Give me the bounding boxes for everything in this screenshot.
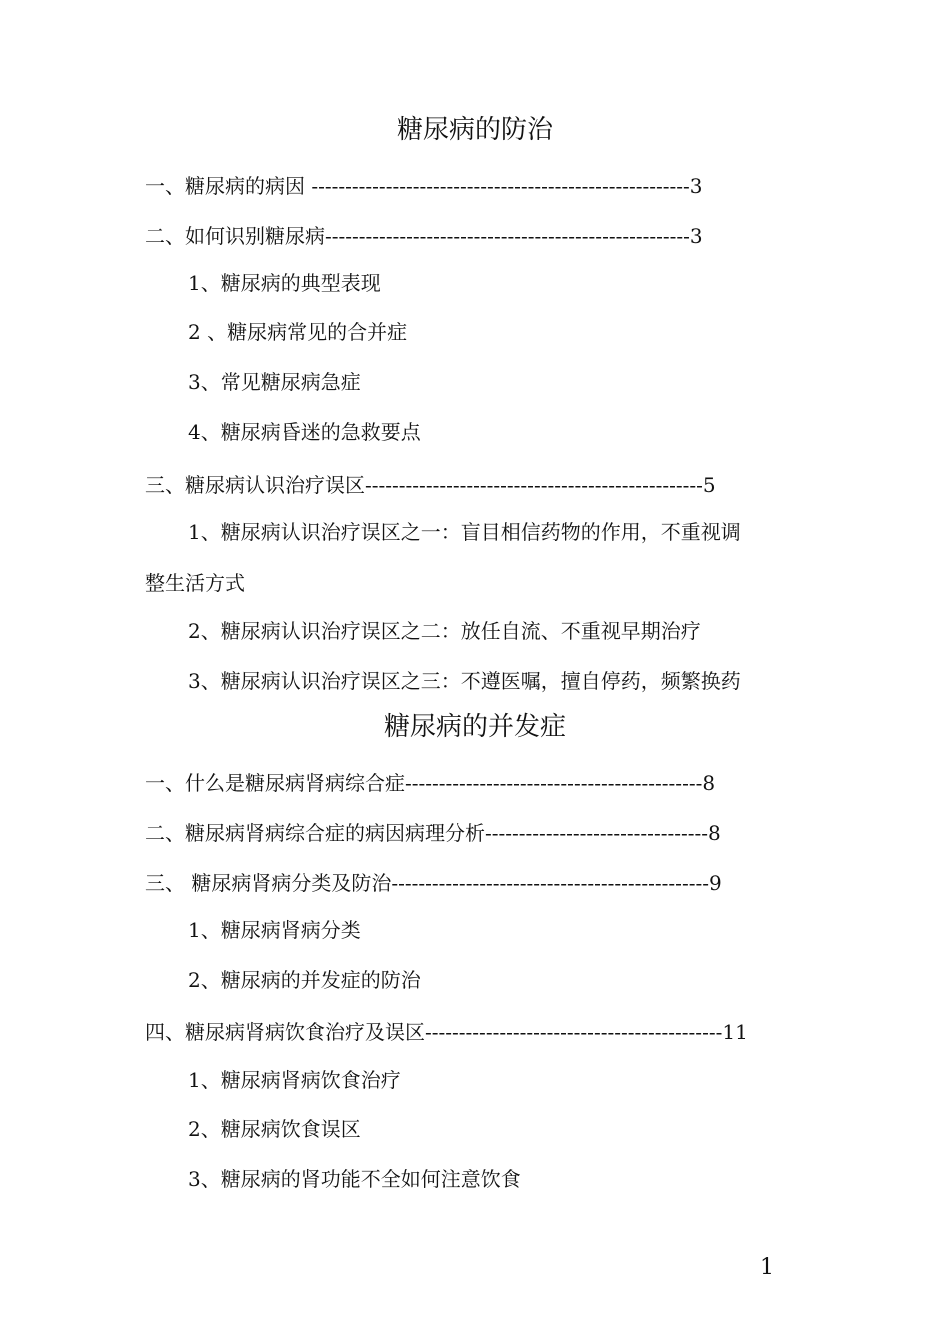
toc-entry: 四、糖尿病肾病饮食治疗及误区--------------------------------------------11 [145,1020,748,1044]
toc-subentry: 1、糖尿病肾病分类 [188,918,361,942]
toc-subentry: 3、糖尿病认识治疗误区之三：不遵医嘱，擅自停药，频繁换药 [188,669,741,693]
toc-subentry-continuation: 整生活方式 [145,571,245,595]
toc-entry: 二、糖尿病肾病综合症的病因病理分析---------------------------------8 [145,821,721,845]
toc-subentry: 3、糖尿病的肾功能不全如何注意饮食 [188,1167,521,1191]
toc-subentry: 1、糖尿病认识治疗误区之一：盲目相信药物的作用，不重视调 [188,520,741,544]
toc-subentry: 1、糖尿病肾病饮食治疗 [188,1068,401,1092]
toc-entry: 一、糖尿病的病因 --------------------------------------------------------3 [145,174,703,198]
toc-subentry: 2、糖尿病的并发症的防治 [188,968,421,992]
toc-subentry: 4、糖尿病昏迷的急救要点 [188,420,421,444]
toc-subentry: 1、糖尿病的典型表现 [188,271,381,295]
section-title: 糖尿病的防治 [396,115,553,145]
toc-entry: 二、如何识别糖尿病------------------------------------------------------3 [145,224,703,248]
toc-entry: 三、 糖尿病肾病分类及防治-----------------------------------------------9 [145,871,722,895]
toc-subentry: 2、糖尿病饮食误区 [188,1117,361,1141]
page-number: 1 [760,1255,774,1280]
toc-subentry: 2 、糖尿病常见的合并症 [188,320,408,344]
toc-subentry: 3、常见糖尿病急症 [188,370,361,394]
toc-subentry: 2、糖尿病认识治疗误区之二：放任自流、不重视早期治疗 [188,619,701,643]
toc-entry: 三、糖尿病认识治疗误区--------------------------------------------------5 [145,473,716,497]
section-title: 糖尿病的并发症 [383,712,566,742]
toc-entry: 一、什么是糖尿病肾病综合症--------------------------------------------8 [145,771,716,795]
